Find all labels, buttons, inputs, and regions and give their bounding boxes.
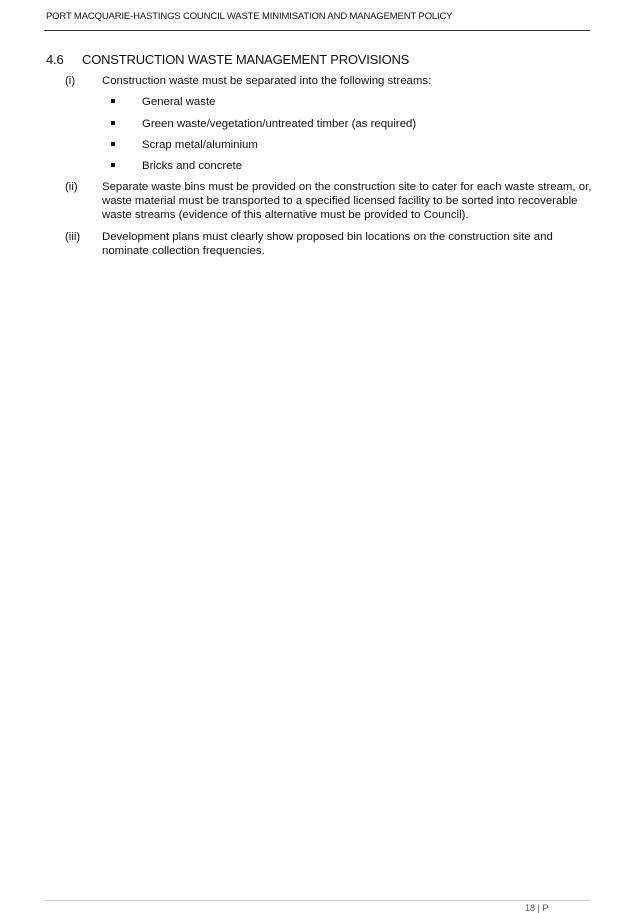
page-number: 18 | P [525, 903, 549, 913]
stream-label: Bricks and concrete [142, 160, 243, 172]
section-number: 4.6 [46, 52, 64, 67]
header-divider [44, 30, 590, 31]
stream-label: Green waste/vegetation/untreated timber (as required) [142, 118, 417, 130]
bullet-square-icon [111, 142, 115, 146]
section-heading [46, 52, 409, 67]
page-header: PORT MACQUARIE-HASTINGS COUNCIL WASTE MINIMISATION AND MANAGEMENT POLICY [46, 11, 453, 22]
stream-label: General waste [142, 96, 216, 108]
clause-marker: (i) [65, 75, 76, 87]
clause-text: Development plans must clearly show proposed bin locations on the construction site and nominate collection frequencies. [102, 231, 553, 257]
stream-label: Scrap metal/aluminium [142, 139, 258, 151]
bullet-square-icon [111, 163, 115, 167]
footer-divider [44, 900, 590, 901]
bullet-square-icon [111, 99, 115, 103]
clause-text: Construction waste must be separated into the following streams: [102, 75, 432, 87]
clause-marker: (ii) [65, 181, 78, 193]
clause-marker: (iii) [65, 231, 81, 243]
bullet-square-icon [111, 121, 115, 125]
section-title: CONSTRUCTION WASTE MANAGEMENT PROVISIONS [82, 52, 410, 67]
clause-text: Separate waste bins must be provided on the construction site to cater for each waste stream, or, waste material must be transported to a specified licensed facility to be sorted into recoverable waste streams (evidence of this alternative must be provided to Council). [102, 181, 592, 221]
